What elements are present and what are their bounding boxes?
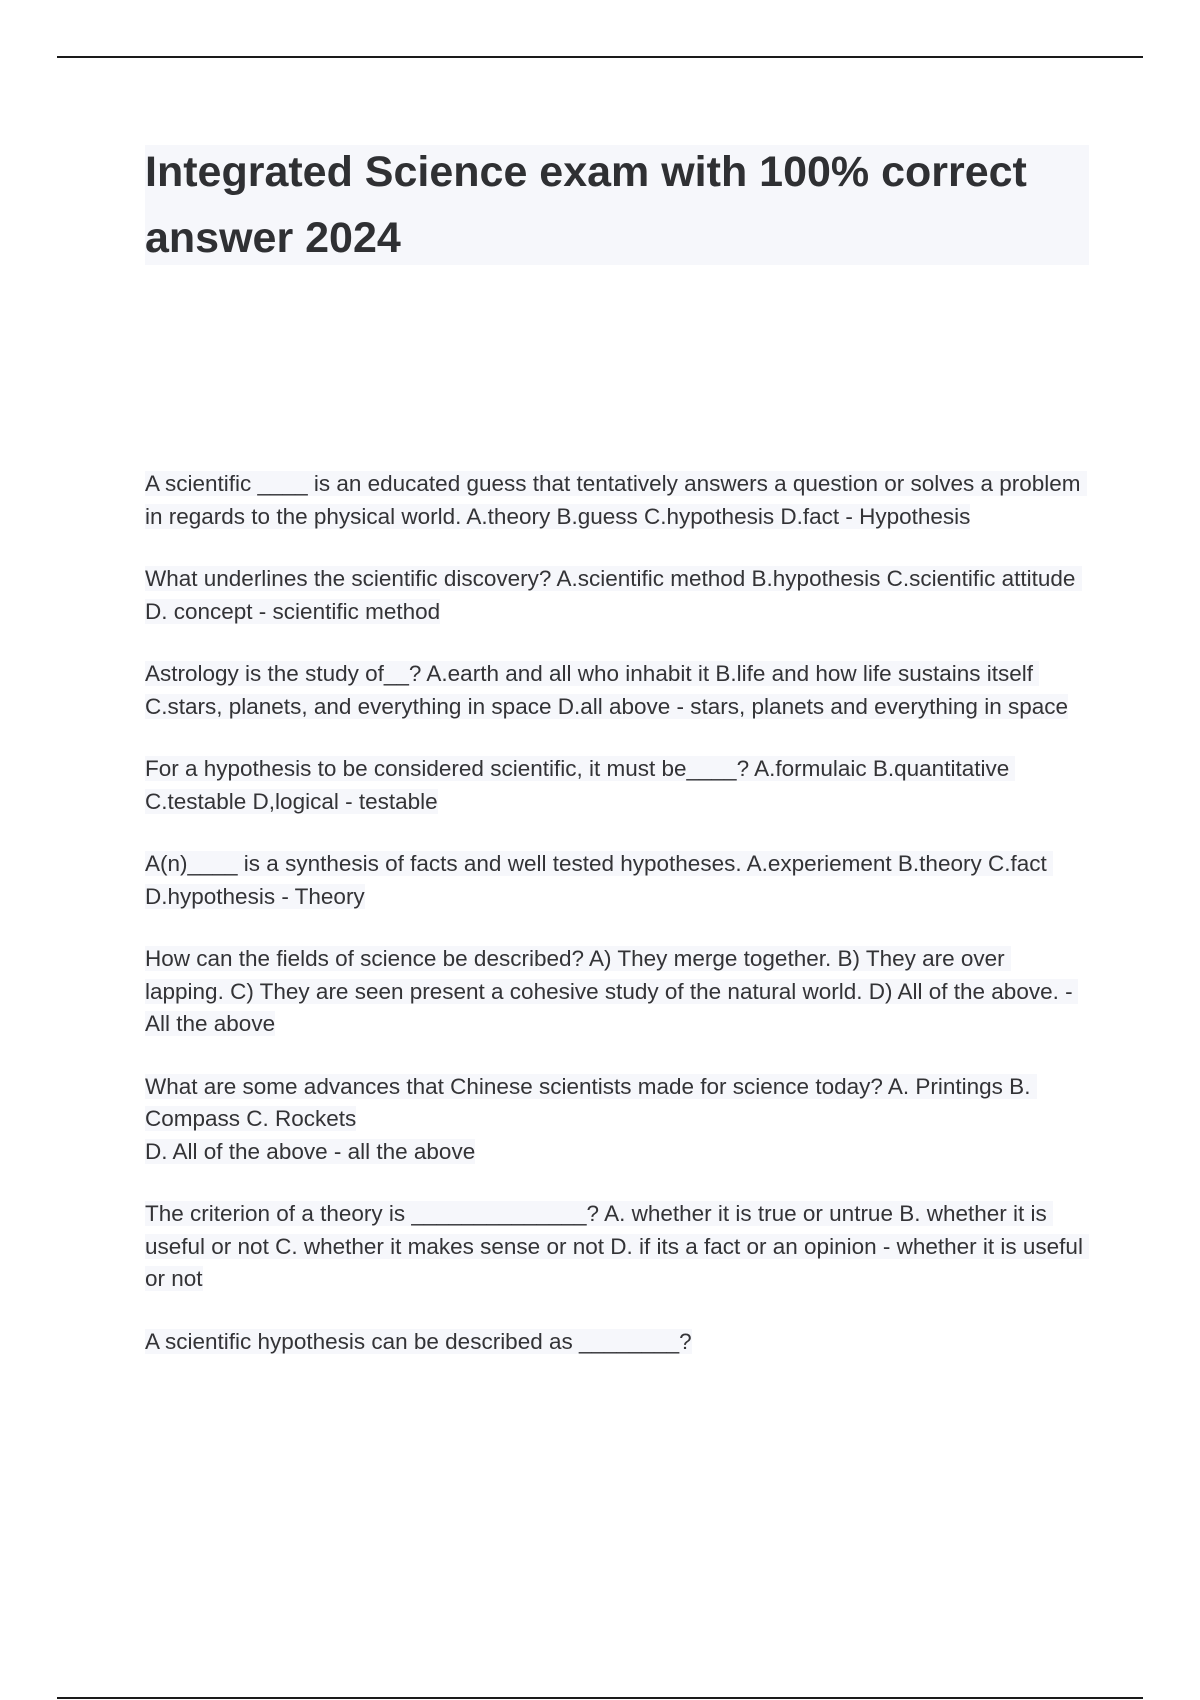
question-text: What are some advances that Chinese scientists made for science today? A. Printings B. Compass C. Rockets D. All of the above - all the above [145,1074,1037,1164]
question-text: A scientific ____ is an educated guess that tentatively answers a question or solves a problem in regards to the physical world. A.theory B.guess C.hypothesis D.fact - Hypothesis [145,471,1087,529]
question-text: How can the fields of science be described? A) They merge together. B) They are over lapping. C) They are seen present a cohesive study of the natural world. D) All of the above. - All the above [145,946,1078,1036]
question-item [145,658,1089,723]
question-text: A scientific hypothesis can be described as ________? [145,1328,692,1354]
question-text: The criterion of a theory is ______________? A. whether it is true or untrue B. whether it is useful or not C. whether it makes sense or not D. if its a fact or an opinion - whether it is useful or not [145,1201,1090,1291]
title-block [145,145,1089,265]
question-item [145,1198,1089,1296]
question-item [145,1071,1089,1169]
top-rule [57,56,1143,58]
question-item [145,943,1089,1041]
question-text: Astrology is the study of__? A.earth and all who inhabit it B.life and how life sustains itself C.stars, planets, and everything in space D.all above - stars, planets and everything in space [145,661,1069,719]
bottom-rule [57,1697,1143,1699]
question-list [145,468,1089,1388]
question-item [145,468,1089,533]
question-item [145,563,1089,628]
question-text: What underlines the scientific discovery? A.scientific method B.hypothesis C.scientific attitude D. concept - scientific method [145,566,1082,624]
question-item [145,848,1089,913]
question-item [145,1326,1089,1359]
question-text: For a hypothesis to be considered scientific, it must be____? A.formulaic B.quantitative C.testable D,logical - testable [145,756,1016,814]
question-text: A(n)____ is a synthesis of facts and well tested hypotheses. A.experiement B.theory C.fact D.hypothesis - Theory [145,851,1053,909]
page-title: Integrated Science exam with 100% correct answer 2024 [145,148,1027,262]
question-item [145,753,1089,818]
